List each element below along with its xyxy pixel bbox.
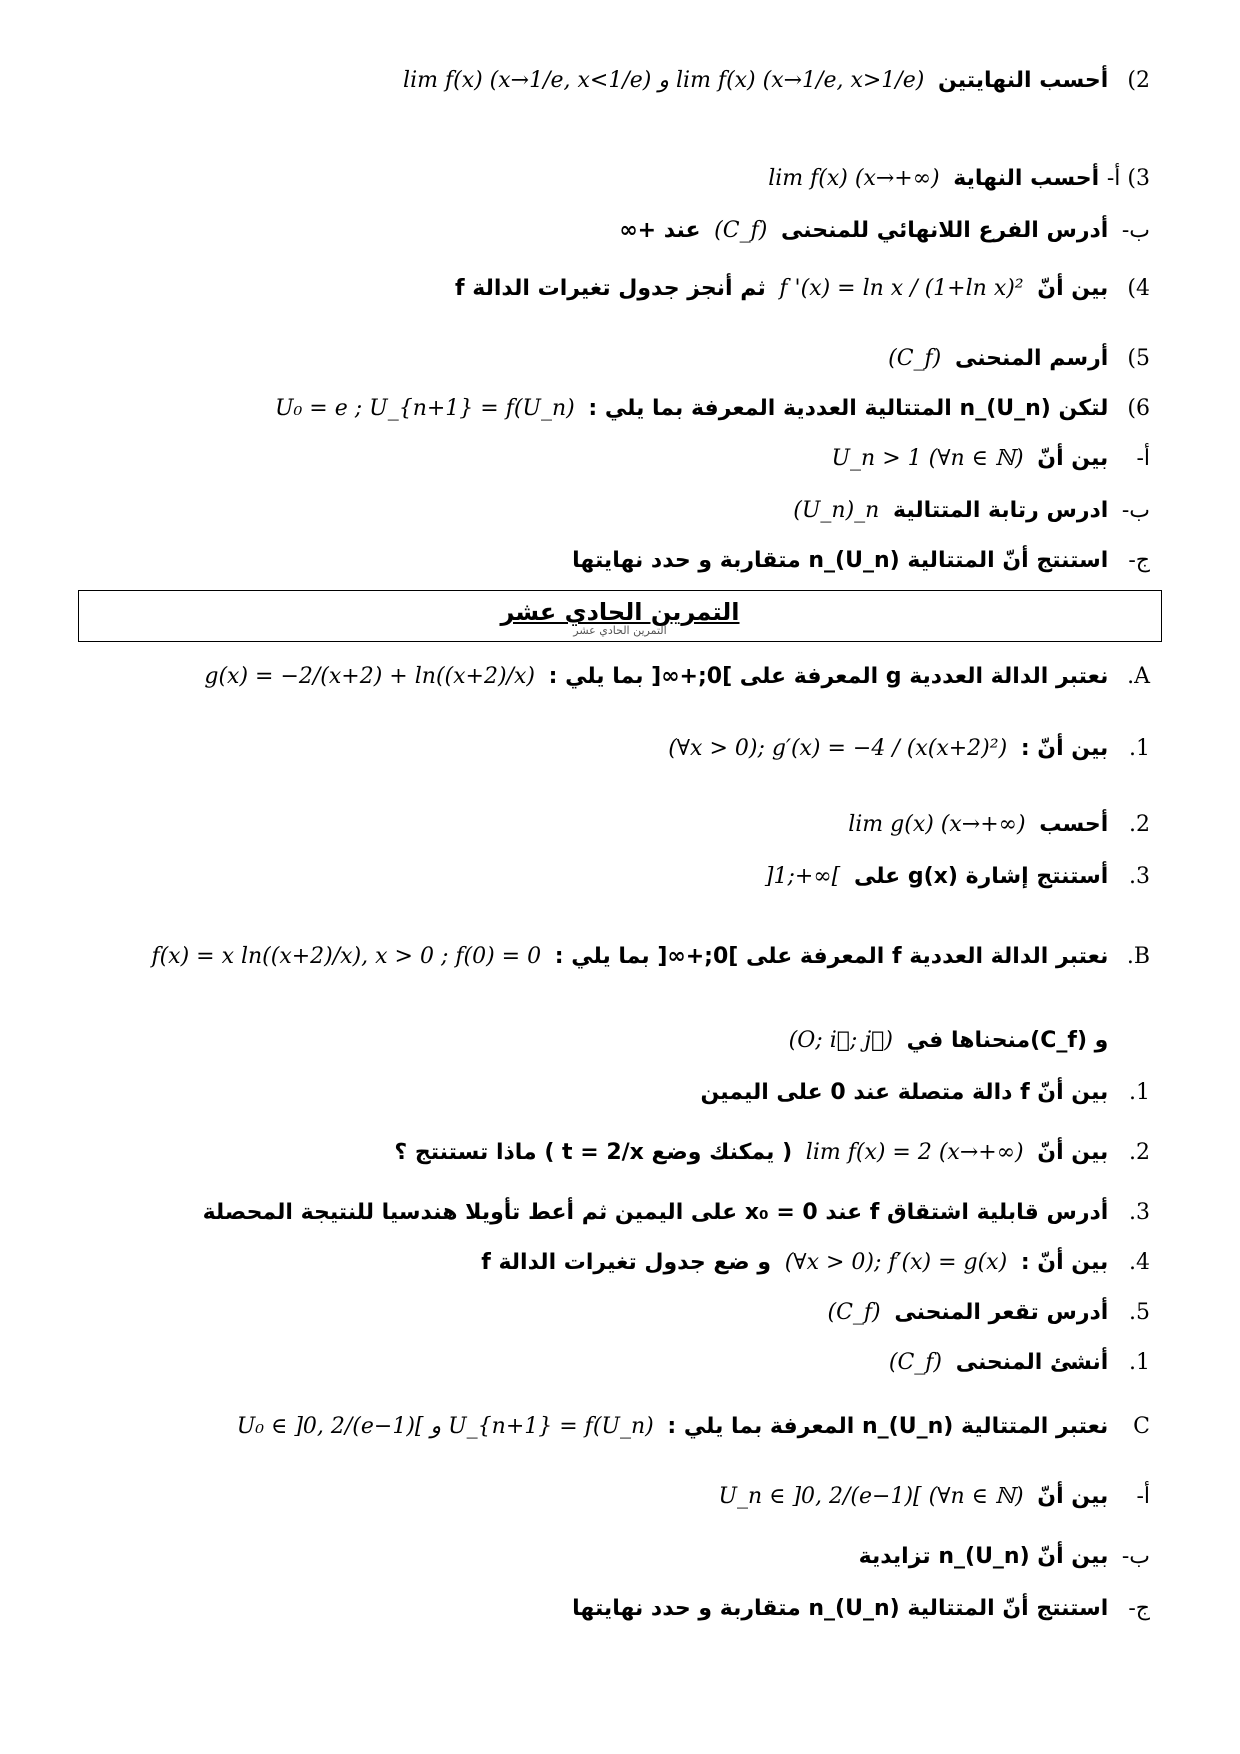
part-a-q1: 1. بين أنّ : (∀x > 0); g′(x) = −4 / (x(x+2)²) [668,736,1150,761]
question-3b: ب- أدرس الفرع اللانهائي للمنحنى (C_f) عند +∞ [619,218,1150,243]
section-title: التمرين الحادي عشر [500,598,740,626]
limits-expression: lim f(x) (x→1/e, x<1/e) و lim f(x) (x→1/e, x>1/e) [403,68,925,93]
part-a-q2: 2. أحسب lim g(x) (x→+∞) [848,812,1150,837]
part-a-intro: A. نعتبر الدالة العددية g المعرفة على ]0;+∞[ بما يلي : g(x) = −2/(x+2) + ln((x+2)/x) [204,664,1150,689]
part-b-q5: 5. أدرس تقعر المنحنى (C_f) [827,1300,1150,1325]
question-3a: 3) أ- أحسب النهاية lim f(x) (x→+∞) [768,166,1150,191]
question-5: 5) أرسم المنحنى (C_f) [888,346,1150,371]
part-b-q2: 2. بين أنّ lim f(x) = 2 (x→+∞) ( يمكنك وضع t = 2/x ) ماذا تستنتج ؟ [394,1140,1150,1165]
part-c-c: ج- استنتج أنّ المتتالية (U_n)_n متقاربة و حدد نهايتها [572,1596,1150,1621]
question-6c: ج- استنتج أنّ المتتالية (U_n)_n متقاربة و حدد نهايتها [572,548,1150,573]
question-6b: ب- ادرس رتابة المتتالية (U_n)_n [793,498,1150,523]
part-b-q4: 4. بين أنّ : (∀x > 0); f′(x) = g(x) و ضع جدول تغيرات الدالة f [481,1250,1150,1275]
part-b-q6: 1. أنشئ المنحنى (C_f) [888,1350,1150,1375]
part-a-q3: 3. أستنتج إشارة g(x) على ]1;+∞[ [764,864,1150,889]
part-b-q3: 3. أدرس قابلية اشتقاق f عند x₀ = 0 على اليمين ثم أعط تأويلا هندسيا للنتيجة المحصلة [202,1200,1150,1225]
part-c-a: أ- بين أنّ U_n ∈ ]0, 2/(e−1)[ (∀n ∈ ℕ) [718,1484,1150,1509]
question-6a: أ- بين أنّ U_n > 1 (∀n ∈ ℕ) [831,446,1150,471]
part-b-curve: و (C_f)منحناها في (O; i⃗; j⃗) [788,1028,1109,1053]
part-b-intro: B. نعتبر الدالة العددية f المعرفة على ]0;+∞[ بما يلي : f(x) = x ln((x+2)/x), x > 0 ; f(0) = 0 [151,944,1150,969]
section-title-box [78,590,1162,642]
question-4: 4) بين أنّ f '(x) = ln x / (1+ln x)² ثم أنجز جدول تغيرات الدالة f [455,276,1150,301]
part-b-q1: 1. بين أنّ f دالة متصلة عند 0 على اليمين [700,1080,1150,1105]
question-6: 6) لتكن (U_n)_n المتتالية العددية المعرفة بما يلي : U₀ = e ; U_{n+1} = f(U_n) [274,396,1150,421]
part-c-intro: C نعتبر المتتالية (U_n)_n المعرفة بما يلي : U₀ ∈ ]0, 2/(e−1)[ و U_{n+1} = f(U_n) [236,1414,1150,1439]
part-c-b: ب- بين أنّ (U_n)_n تزايدية [858,1544,1150,1569]
section-subtitle: التمرين الحادي عشر [573,624,667,637]
question-2: 2) أحسب النهايتين lim f(x) (x→1/e, x<1/e) و lim f(x) (x→1/e, x>1/e) [90,64,1150,98]
